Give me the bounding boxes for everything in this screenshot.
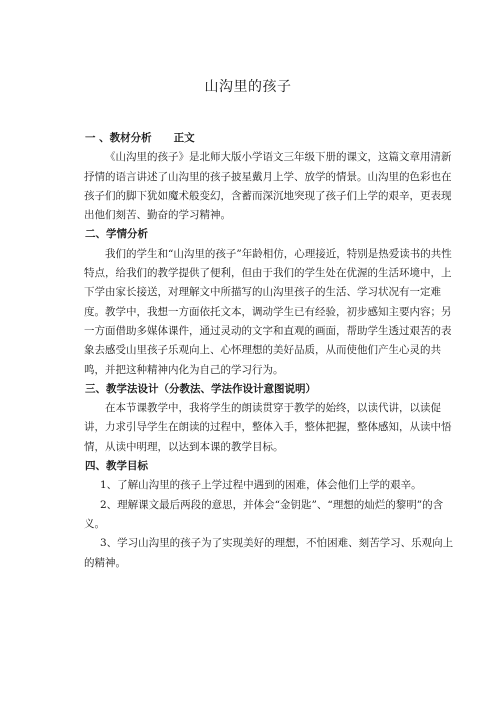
section-heading-student-analysis: 二、学情分析 [85, 228, 148, 241]
goal-item-2: 2、理解课文最后两段的意思，并体会“金钥匙”、“理想的灿烂的黎明”的含义。 [84, 498, 444, 530]
paragraph-textbook-analysis: 《山沟里的孩子》是北师大版小学语文三年级下册的课文，这篇文章用清新抒情的语言讲述了山沟里的孩子披星戴月上学、放学的情景。山沟里的色彩也在孩子们的脚下犹如魔术般变幻，含蓄而深沉地突现了孩子们上学的艰辛，更表现出他们刻苦、勤奋的学习精神。 [84, 151, 452, 222]
section-heading-textbook-analysis [84, 129, 454, 148]
goal-item-3: 3、学习山沟里的孩子为了实现美好的理想，不怕困难、刻苦学习、乐观向上的精神。 [84, 537, 454, 569]
section-heading-teaching-methods: 三、教学法设计（分教法、学法作设计意图说明） [85, 382, 316, 395]
section-heading-text: 一 、教材分析 [85, 132, 152, 144]
goal-item-1: 1、了解山沟里的孩子上学过程中遇到的困难，体会他们上学的艰辛。 [100, 479, 422, 492]
document-body [84, 129, 454, 573]
section-subheading: 正文 [173, 132, 195, 144]
paragraph-teaching-methods: 在本节课教学中，我将学生的朗读贯穿于教学的始终，以读代讲，以读促讲，力求引导学生在朗读的过程中，整体入手，整体把握，整体感知，从读中悟情，从读中明理，以达到本课的教学目标。 [84, 402, 452, 453]
document-title: 山沟里的孩子 [204, 79, 292, 95]
section-heading-teaching-goals: 四、教学目标 [85, 460, 148, 473]
paragraph-student-analysis: 我们的学生和“山沟里的孩子”年龄相仿，心理接近，特别是热爱读书的共性特点，给我们的教学提供了便利，但由于我们的学生处在优渥的生活环境中，上下学由家长接送，对理解文中所描写的山沟里孩子的生活、学习状况有一定难度。教学中，我想一方面依托文本，调动学生已有经验，初步感知主要内容；另一方面借助多媒体课件，通过灵动的文字和直观的画面，帮助学生透过艰苦的表象去感受山里孩子乐观向上、心怀理想的美好品质，从而使他们产生心灵的共鸣，并把这种精神内化为自己的学习行为。 [84, 247, 452, 376]
